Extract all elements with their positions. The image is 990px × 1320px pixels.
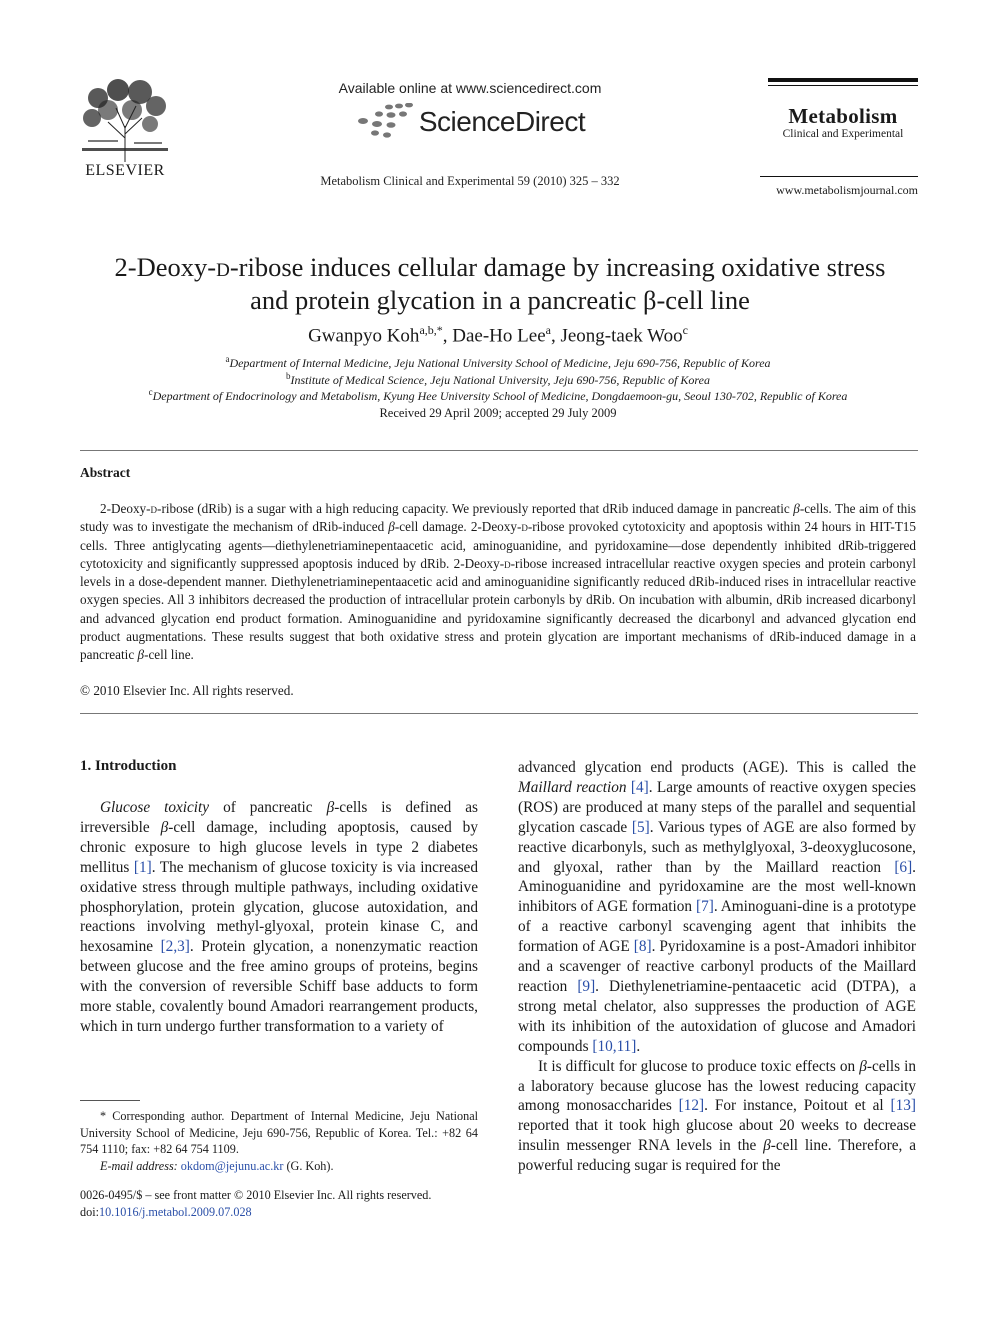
elsevier-tree-icon [78,78,172,162]
abstract-text: 2-Deoxy-d-ribose (dRib) is a sugar with a high reducing capacity. We previously reported that dRib induced damage in pancreatic β-cells. The aim of this study was to investigate the mechanism of dRib-induced β-cell damage. 2-Deoxy-d-ribose provoked cytotoxicity and apoptosis within 24 hours in HIT-T15 cells. Three antiglycating agents—diethylenetriaminepentaacetic acid, aminoguanidine, and pyridoxamine—dose dependently inhibited dRib-triggered cytotoxicity and significantly suppressed apoptosis induced by dRib. 2-Deoxy-d-ribose increased intracellular reactive oxygen species and protein carbonyl levels in a dose-dependent manner. Diethylenetriaminepentaacetic acid and aminoguanidine significantly reduced dRib-induced rises in intracellular reactive oxygen species. All 3 inhibitors decreased the production of intracellular protein carbonyls by dRib. On incubation with albumin, dRib increased dicarbonyl and advanced glycation end product formation. Aminoguanidine and pyridoxamine significantly decreased the dicarbonyl and advanced glycation end product augmentations. These results suggest that both oxidative stress and protein glycation are important mechanisms of dRib-induced damage in a pancreatic β-cell line. [80,501,917,663]
affil-text: Institute of Medical Science, Jeju National University, Jeju 690-756, Republic of Korea [290,373,710,387]
doi-link[interactable]: 10.1016/j.metabol.2009.07.028 [98,1205,252,1219]
sciencedirect-wordmark: ScienceDirect [418,106,586,137]
citation-link: [9] [577,977,596,995]
journal-url[interactable]: www.metabolismjournal.com [776,183,918,197]
affil-text: Department of Internal Medicine, Jeju National University School of Medicine, Jeju 690-756, Republic of Korea [229,356,771,370]
doi-label: doi: [80,1205,99,1219]
citation-link: [12] [678,1097,705,1115]
author-name[interactable]: Jeong-taek Woo [560,325,683,347]
title-d: d [216,252,230,282]
citation-link: [10,11] [592,1037,637,1055]
doi-line [80,1204,500,1221]
abstract-top-rule [80,450,918,451]
author-sep: , [442,325,453,347]
citation-link: [8] [633,938,652,956]
affiliation-a [80,354,916,371]
title-line2: and protein glycation in a pancreatic β-cell line [250,285,750,315]
journal-title: Metabolism [788,104,898,128]
citation-link: [13] [890,1097,916,1115]
journal-subtitle: Clinical and Experimental [782,128,904,140]
publisher-name: ELSEVIER [85,162,165,179]
citation-link: [1] [133,858,152,876]
citation-link: [6] [894,858,913,876]
citation-link: [7] [695,898,714,916]
abstract-copyright: © 2010 Elsevier Inc. All rights reserved. [80,683,294,698]
email-suffix: (G. Koh). [283,1159,334,1173]
affil-sup: c [148,387,153,397]
article-title [60,251,940,317]
corresponding-star[interactable]: * [436,323,443,337]
author-sep: , [550,325,561,347]
email-line [80,1158,478,1175]
citation-link: [2,3] [160,938,190,956]
corresponding-author-note: * Corresponding author. Department of Internal Medicine, Jeju National University School of Medicine, Jeju 690-756, Republic of Korea. Tel.: +82 64 754 1110; fax: +82 64 754 1109. [80,1109,478,1156]
masthead-rule-thin [768,85,918,86]
affiliation-c [80,387,916,404]
citation-link: [5] [631,818,650,836]
abstract-bottom-rule [80,713,918,714]
journal-reference: Metabolism Clinical and Experimental 59 (2010) 325 – 332 [320,174,620,188]
title-part2: -ribose induces cellular damage by increasing oxidative stress [229,252,886,282]
issn-line: 0026-0495/$ – see front matter © 2010 Elsevier Inc. All rights reserved. [80,1188,432,1202]
intro-paragraph-2: It is difficult for glucose to produce toxic effects on β-cells in a laboratory because glucose has the lowest reducing capacity among monosaccharides [12]. For instance, Poitout et al [13] reported that it took high glucose about 20 weeks to decrease insulin messenger RNA levels in the β-cell line. Therefore, a powerful reducing sugar is required for the [518,1057,916,1175]
author-name[interactable]: Dae-Ho Lee [452,325,546,347]
masthead-rule [768,78,918,82]
author-affil-sup: a [545,323,551,337]
received-dates: Received 29 April 2009; accepted 29 July 2009 [379,406,617,420]
section-heading-introduction: 1. Introduction [80,758,177,774]
author-affil-sup: c [682,323,688,337]
affil-sup: b [286,371,291,381]
right-column [518,758,916,1176]
email-label: E-mail address: [100,1159,178,1173]
footnote-rule [80,1100,140,1101]
citation-link: [4] [630,778,649,796]
author-name[interactable]: Gwanpyo Koh [308,325,420,347]
author-affil-sup: a,b, [419,323,437,337]
sciencedirect-dots-icon [355,103,417,141]
intro-paragraph-1: Glucose toxicity of pancreatic β-cells is defined as irreversible β-cell damage, including apoptosis, caused by chronic exposure to high glucose levels in type 2 diabetes mellitus [1]. The mechanism of glucose toxicity is via increased oxidative stress through multiple pathways, including oxidative phosphorylation, protein glycation, glucose autoxidation, and reactions involving methyl-glyoxal, protein kinase C, and hexosamine [2,3]. Protein glycation, a nonenzymatic reaction between glucose and the free amino groups of proteins, begins with the conversion of reversible Schiff base adducts to form more stable, covalently bound Amadori rearrangement products, which in turn undergo further transformation to a variety of [80,799,479,1035]
masthead-bottom-rule [760,176,918,177]
affil-text: Department of Endocrinology and Metabolism, Kyung Hee University School of Medicine, Dongdaemoon-gu, Seoul 130-702, Republic of Korea [152,389,848,403]
author-list [80,323,916,347]
email-link[interactable]: okdom@jejunu.ac.kr [180,1159,284,1173]
left-column [80,798,478,1037]
journal-masthead [768,78,918,140]
abstract-heading: Abstract [80,465,131,480]
intro-paragraph-1-cont: advanced glycation end products (AGE). This is called the Maillard reaction [4]. Large amounts of reactive oxygen species (ROS) are produced at many steps of the parallel and sequential glycation cascade [5]. Various types of AGE are also formed by reactive dicarbonyls, such as methylglyoxal, 3-deoxyglucosone, and glyoxal, rather than by the Maillard reaction [6]. Aminoguanidine and pyridoxamine are the most well-known inhibitors of AGE formation [7]. Aminoguani-dine is a prototype of a reactive carbonyl scavenging agent that inhibits the formation of AGE [8]. Pyridoxamine is a post-Amadori inhibitor and a scavenger of reactive carbonyl products of the Maillard reaction [9]. Diethylenetriamine-pentaacetic acid (DTPA), a strong metal chelator, also suppresses the production of AGE with its inhibition of the autoxidation of glucose and Amadori compounds [10,11]. [518,759,917,1055]
available-online[interactable]: Available online at www.sciencedirect.com [338,80,602,96]
sciencedirect-block [300,80,640,189]
sciencedirect-logo[interactable] [300,102,640,142]
elsevier-logo [78,78,172,180]
affiliation-b [80,371,916,388]
affil-sup: a [225,354,230,364]
title-part1: 2-Deoxy- [114,252,217,282]
front-matter [80,1187,500,1221]
